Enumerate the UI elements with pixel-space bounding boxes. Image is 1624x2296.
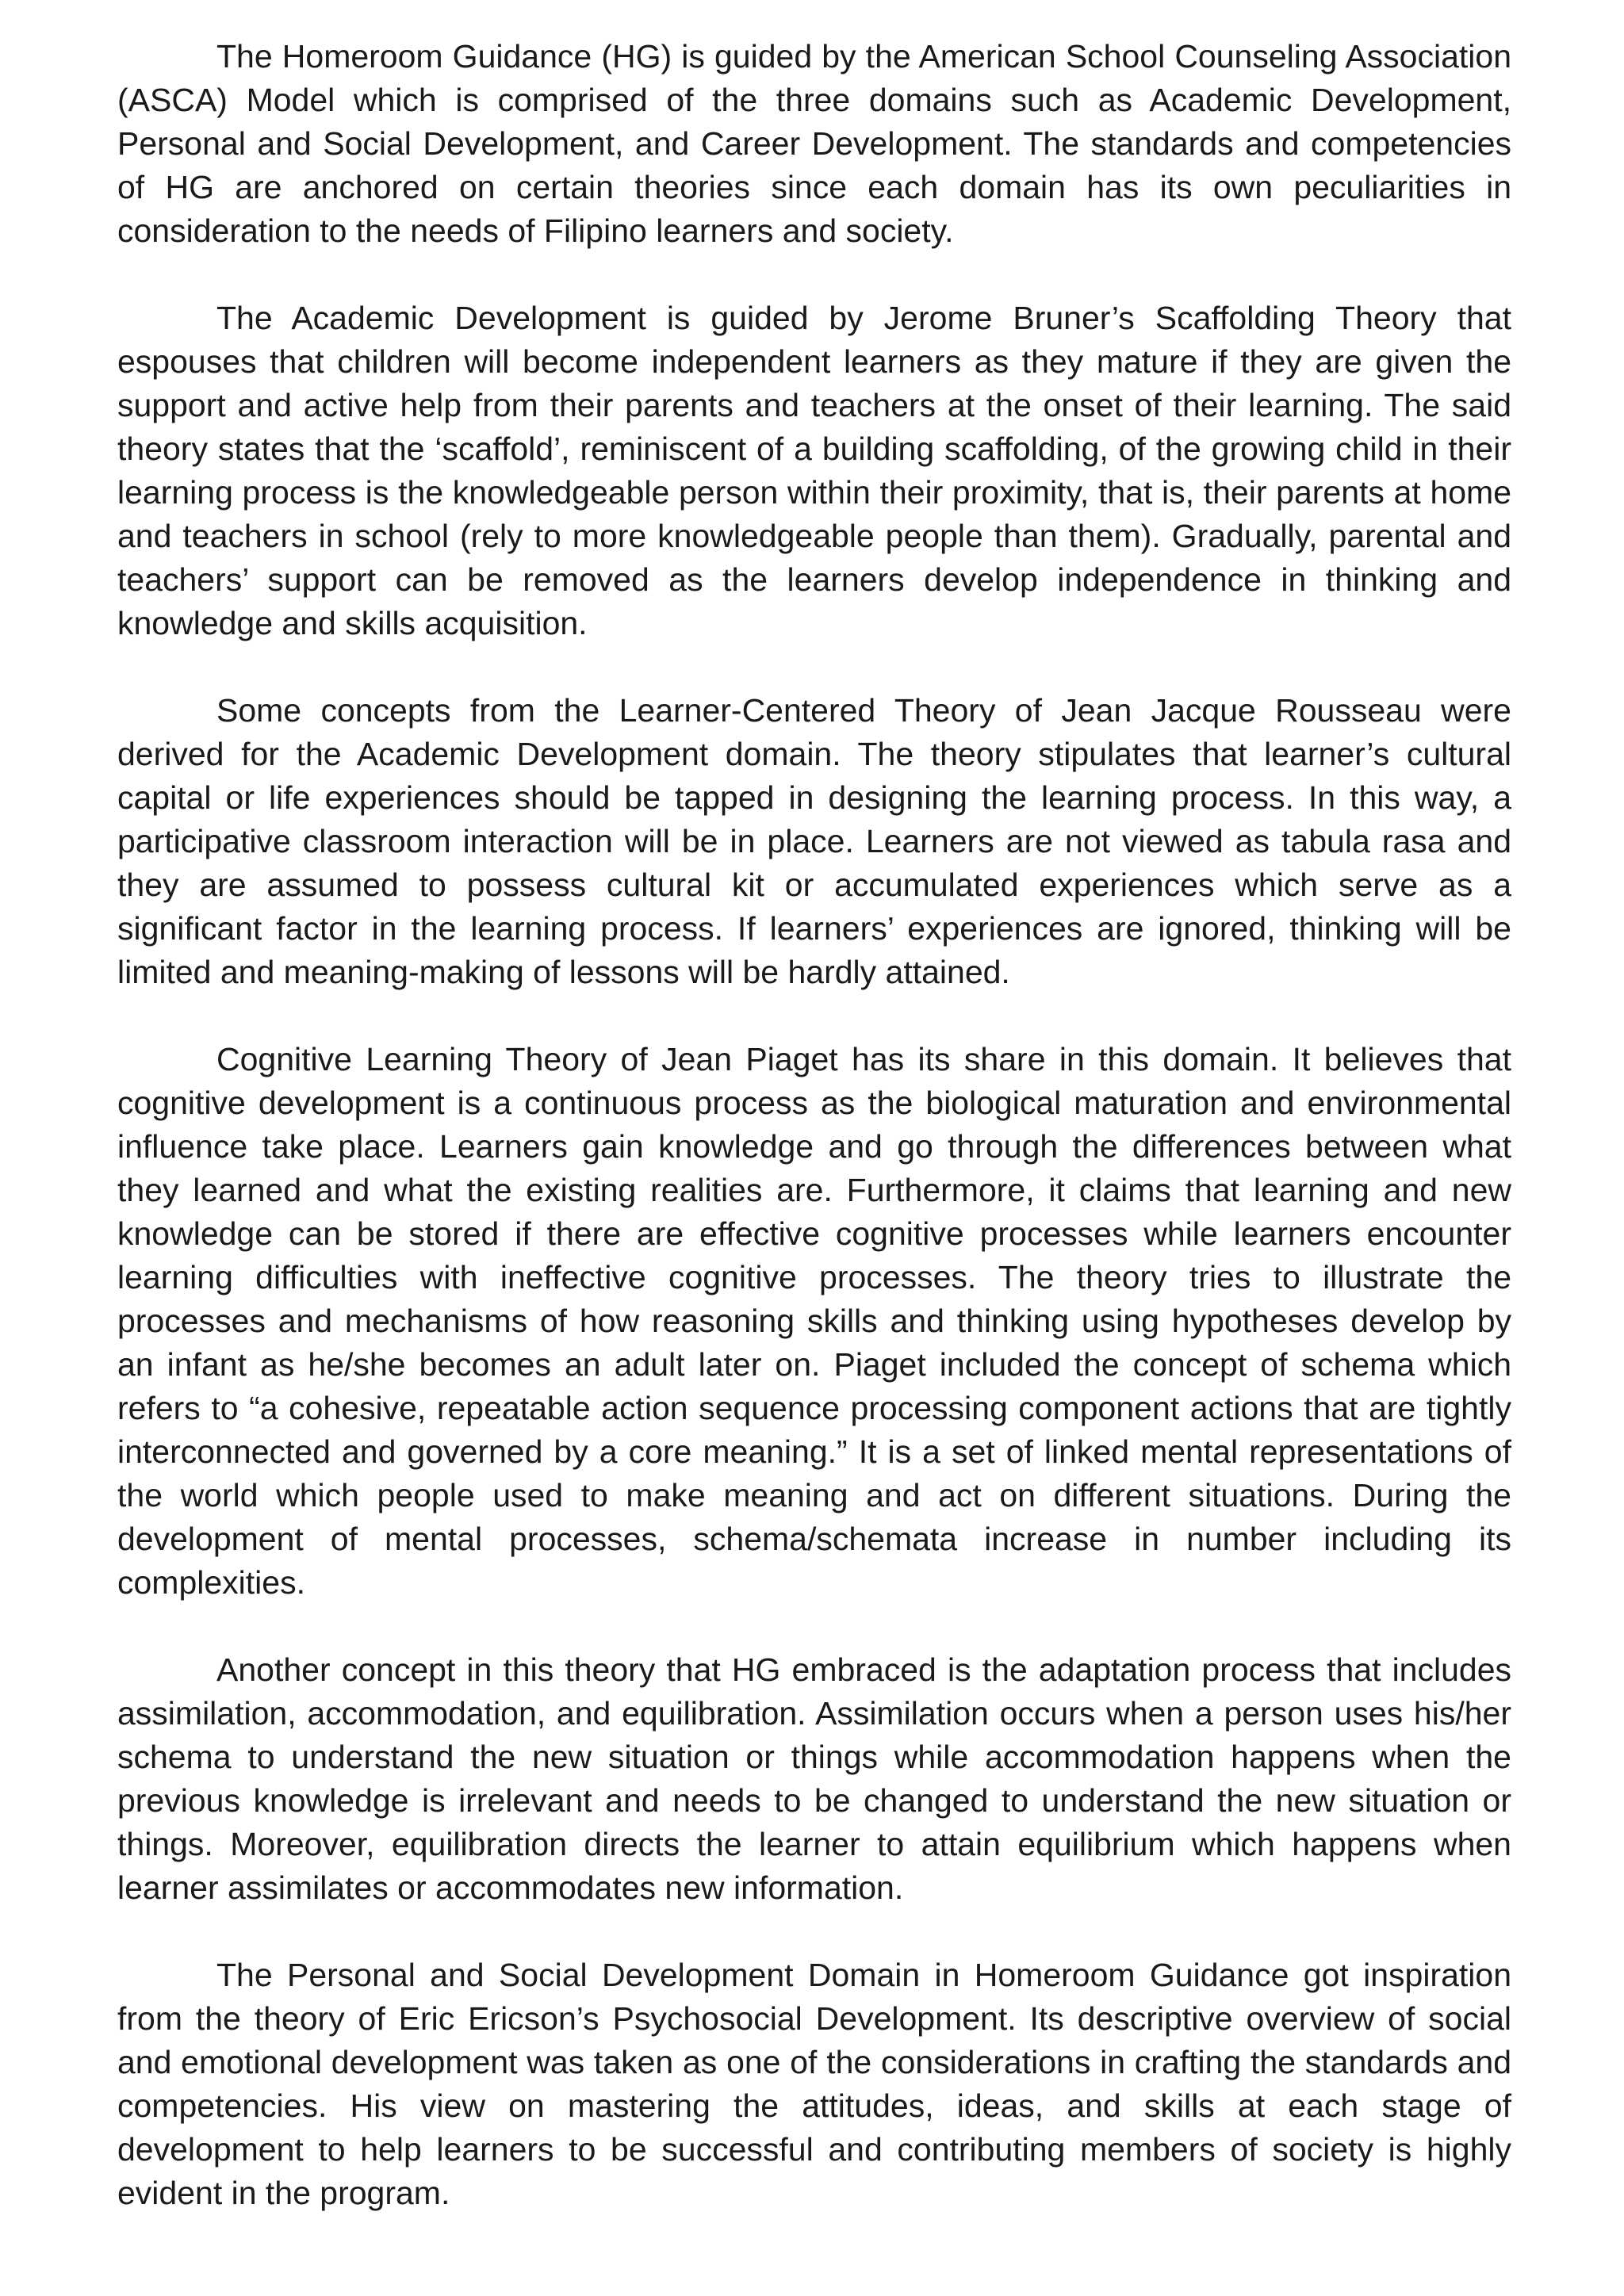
paragraph-cognitive-learning-piaget: Cognitive Learning Theory of Jean Piaget has its share in this domain. It believes that cognitive development is a continuous process as the biological maturation and environmental influence take place. Learners gain knowledge and go through the differences between what they learned and what the existing realities are. Furthermore, it claims that learning and new knowledge can be stored if there are effective cognitive processes while learners encounter learning difficulties with ineffective cognitive processes. The theory tries to illustrate the processes and mechanisms of how reasoning skills and thinking using hypotheses develop by an infant as he/she becomes an adult later on. Piaget included the concept of schema which refers to “a cohesive, repeatable action sequence processing component actions that are tightly interconnected and governed by a core meaning.” It is a set of linked mental representations of the world which people used to make meaning and act on different situations. During the development of mental processes, schema/schemata increase in number including its complexities. — [117, 1041, 1511, 1601]
paragraph-adaptation-process: Another concept in this theory that HG embraced is the adaptation process that includes assimilation, accommodation, and equilibration. Assimilation occurs when a person uses his/her schema to understand the new situation or things while accommodation happens when the previous knowledge is irrelevant and needs to be changed to understand the new situation or things. Moreover, equilibration directs the learner to attain equilibrium which happens when learner assimilates or accommodates new information. — [117, 1651, 1511, 1906]
paragraph-personal-social-ericson: The Personal and Social Development Domain in Homeroom Guidance got inspiration from the theory of Eric Ericson’s Psychosocial Development. Its descriptive overview of social and emotional development was taken as one of the considerations in crafting the standards and competencies. His view on mastering the attitudes, ideas, and skills at each stage of development to help learners to be successful and contributing members of society is highly evident in the program. — [117, 1957, 1511, 2211]
paragraph-academic-development-bruner: The Academic Development is guided by Jerome Bruner’s Scaffolding Theory that espouses that children will become independent learners as they mature if they are given the support and active help from their parents and teachers at the onset of their learning. The said theory states that the ‘scaffold’, reminiscent of a building scaffolding, of the growing child in their learning process is the knowledgeable person within their proximity, that is, their parents at home and teachers in school (rely to more knowledgeable people than them). Gradually, parental and teachers’ support can be removed as the learners develop independence in thinking and knowledge and skills acquisition. — [117, 300, 1511, 641]
document-page — [117, 35, 1511, 2215]
paragraph-hg-overview: The Homeroom Guidance (HG) is guided by the American School Counseling Association (ASCA) Model which is comprised of the three domains such as Academic Development, Personal and Social Development, and Career Development. The standards and competencies of HG are anchored on certain theories since each domain has its own peculiarities in consideration to the needs of Filipino learners and society. — [117, 38, 1511, 249]
paragraph-learner-centered-rousseau: Some concepts from the Learner-Centered Theory of Jean Jacque Rousseau were derived for the Academic Development domain. The theory stipulates that learner’s cultural capital or life experiences should be tapped in designing the learning process. In this way, a participative classroom interaction will be in place. Learners are not viewed as tabula rasa and they are assumed to possess cultural kit or accumulated experiences which serve as a significant factor in the learning process. If learners’ experiences are ignored, thinking will be limited and meaning-making of lessons will be hardly attained. — [117, 692, 1511, 990]
